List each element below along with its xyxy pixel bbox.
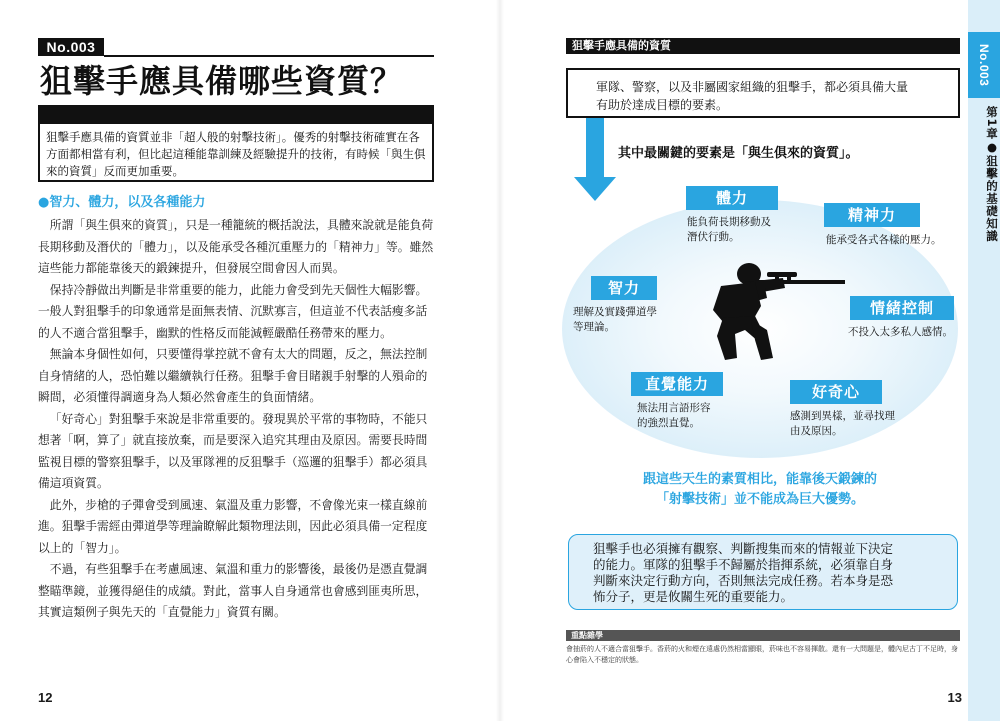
sniper-silhouette-icon <box>705 258 845 362</box>
bottom-box-line: 判斷來決定行動方向，否則無法完成任務。若本身是恐 <box>593 573 894 588</box>
side-tab-number: No.003 <box>977 43 991 87</box>
trait-desc-stamina <box>687 215 797 245</box>
desc-line: 無法用言語形容 <box>637 402 711 414</box>
trait-label-mental: 精神力 <box>824 203 920 227</box>
paragraph: 所謂「與生俱來的資質」，只是一種籠統的概括說法，具體來說就是能負荷長期移動及潛伏的「體力」，以及能承受各種沉重壓力的「精神力」等。雖然這些能力都能靠後天的鍛鍊提升，但發展空間會因人而異。 <box>38 218 434 275</box>
desc-line: 的強烈直覺。 <box>637 417 700 429</box>
desc-line: 等理論。 <box>573 321 615 333</box>
trait-desc-emotion-control <box>848 325 960 340</box>
trait-desc-intuition <box>637 401 747 431</box>
trait-label-curiosity: 好奇心 <box>790 380 882 404</box>
article-number-badge: No.003 <box>38 38 104 56</box>
page-number-right: 13 <box>947 690 962 705</box>
desc-line: 能承受各式各樣的壓力。 <box>826 234 942 246</box>
top-box-line: 有助於達成目標的要素。 <box>596 98 729 112</box>
key-statement: 其中最關鍵的要素是「與生俱來的資質」。 <box>618 146 859 161</box>
top-box-line: 軍隊、警察，以及非屬國家組織的狙擊手，都必須具備大量 <box>596 80 909 94</box>
trait-desc-curiosity <box>790 409 910 439</box>
trait-desc-intellect <box>573 305 683 335</box>
bottom-box-line: 怖分子，更是攸關生死的重要能力。 <box>593 589 794 604</box>
comparison-statement <box>600 470 920 510</box>
down-arrow-icon <box>586 118 604 178</box>
trait-label-emotion-control: 情緒控制 <box>850 296 954 320</box>
paragraph: 不過，有些狙擊手在考慮風速、氣溫和重力的影響後，最後仍是憑直覺調整瞄準鏡，並獲得絕佳的成績。對此，當事人自身通常也會感到匪夷所思，其實這類例子與先天的「直覺能力」資質有關。 <box>38 562 428 619</box>
trivia-header: 重點雜學 <box>566 630 960 641</box>
desc-line: 能負荷長期移動及 <box>687 216 771 228</box>
paragraph: 「好奇心」對狙擊手來說是非常重要的。發現異於平常的事物時，不能只想著「啊，算了」就直接放棄，而是要深入追究其理由及原因。需要長時間監視目標的警察狙擊手，以及軍隊裡的反狙擊手（巡邏的狙擊手）都必須具備這項資質。 <box>38 411 428 490</box>
trait-label-intellect: 智力 <box>591 276 657 300</box>
desc-line: 由及原因。 <box>790 425 843 437</box>
page-number-left: 12 <box>38 690 53 705</box>
desc-line: 潛伏行動。 <box>687 231 740 243</box>
title-rule <box>104 55 434 57</box>
desc-line: 感測到異樣，並尋找理 <box>790 410 895 422</box>
page-title: 狙擊手應具備哪些資質？ <box>40 62 404 100</box>
trivia-text: 會抽菸的人不適合當狙擊手。香菸的火和煙在遠處仍然相當顯眼，菸味也不容易揮散。還有一大問題是，體內尼古丁不足時，身心會陷入不穩定的狀態。 <box>566 645 958 664</box>
right-page <box>500 0 1000 721</box>
trait-label-intuition: 直覺能力 <box>631 372 723 396</box>
trait-label-stamina: 體力 <box>686 186 778 210</box>
paragraph: 無論本身個性如何，只要懂得掌控就不會有太大的問題，反之，無法控制自身情緒的人，恐怕難以繼續執行任務。狙擊手會目睹親手射擊的人殞命的瞬間，必須懂得調適身為人類必然會產生的負面情緒。 <box>38 347 428 404</box>
bottom-box-line: 的能力。軍隊的狙擊手不歸屬於指揮系統，必須靠自身 <box>593 557 894 572</box>
compare-line: 「射擊技術」並不能成為巨大優勢。 <box>655 492 864 507</box>
title-underbar <box>38 105 434 122</box>
paragraph: 保持冷靜做出判斷是非常重要的能力，此能力會受到先天個性大幅影響。一般人對狙擊手的印象通常是面無表情、沉默寡言，但這並不代表話瘦多話的人不適合當狙擊手，幽默的性格反而能減輕嚴酷任務帶來的壓力。 <box>38 282 428 340</box>
trait-desc-mental <box>826 233 956 248</box>
down-arrow-head <box>574 177 616 201</box>
desc-line: 不投入太多私人感情。 <box>848 326 953 338</box>
desc-line: 理解及實踐彈道學 <box>573 306 657 318</box>
section-heading: ●智力、體力，以及各種能力 <box>38 195 206 210</box>
paragraph: 此外，步槍的子彈會受到風速、氣溫及重力影響，不會像光束一樣直線前進。狙擊手需經由彈道學等理論瞭解此類物理法則，因此必須具備一定程度以上的「智力」。 <box>38 497 428 555</box>
bottom-summary-box <box>568 534 958 610</box>
top-summary-box <box>566 68 960 118</box>
body-text <box>38 215 438 624</box>
bottom-box-line: 狙擊手也必須擁有觀察、判斷搜集而來的情報並下決定 <box>593 541 894 556</box>
compare-line: 跟這些天生的素質相比，能靠後天鍛鍊的 <box>642 472 877 487</box>
intro-summary: 狙擊手應具備的資質並非「超人般的射擊技術」。優秀的射擊技術確實在各方面都相當有利，但比起這種能靠訓練及經驗提升的技術，有時候「與生俱來的資質」反而更加重要。 <box>38 122 434 182</box>
diagram-header: 狙擊手應具備的資質 <box>566 38 960 54</box>
side-tab-chapter: 第1章●狙擊的基礎知識 <box>985 105 999 243</box>
